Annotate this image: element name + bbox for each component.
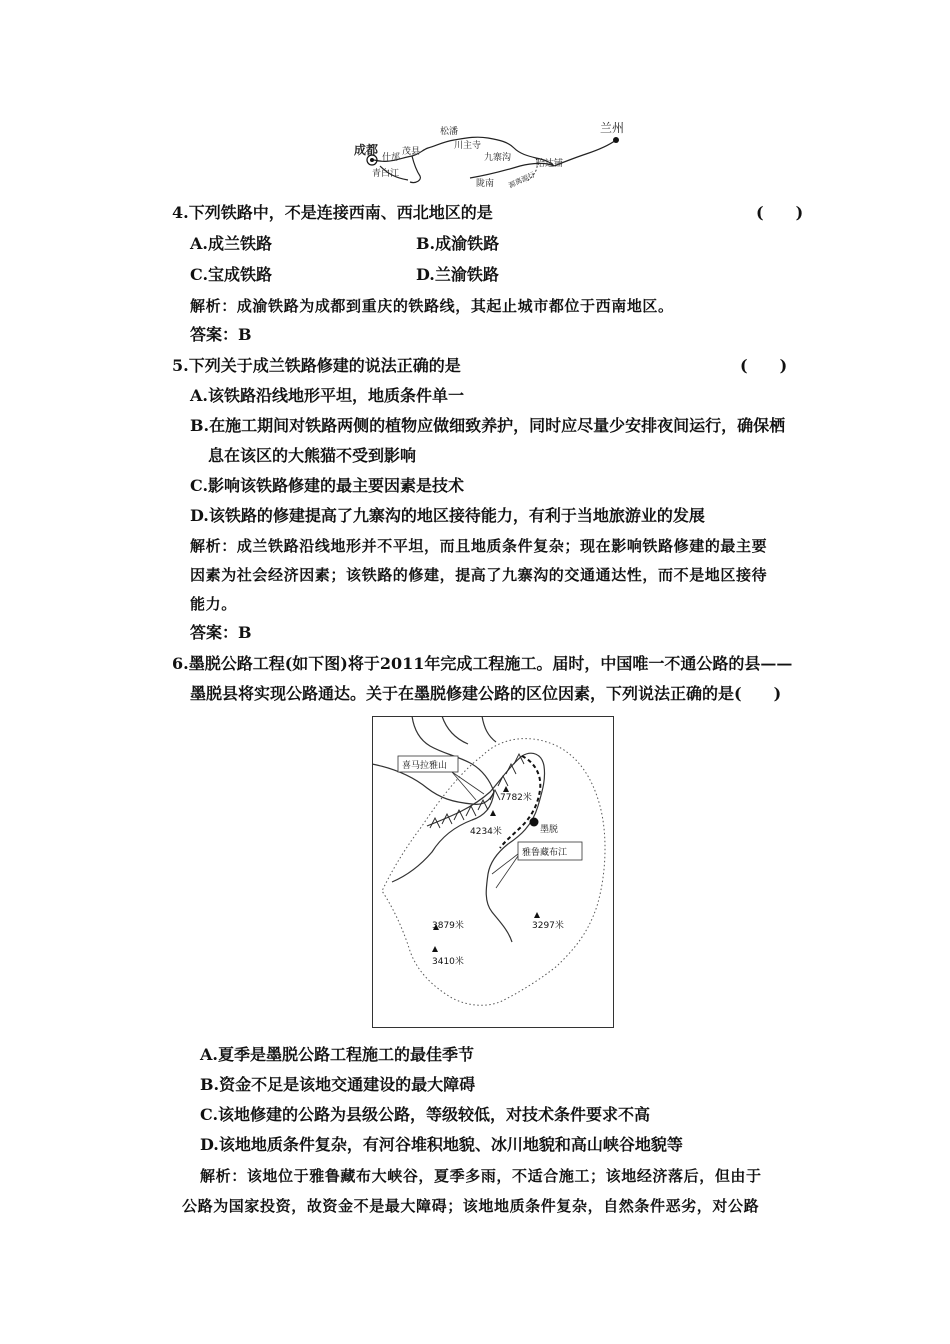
q5-explanation-line3: 能力。 <box>190 595 237 613</box>
map2-label-peak3: 3879米 <box>432 921 464 931</box>
q6-option-c: C.该地修建的公路为县级公路，等级较低，对技术条件要求不高 <box>200 1105 651 1124</box>
map-label-hadapu: 哈达铺 <box>536 159 564 169</box>
q5-answer: 答案：B <box>190 623 252 642</box>
q5-option-b-line2: 息在该区的大熊猫不受到影响 <box>208 446 417 465</box>
q4-explanation <box>190 296 674 316</box>
q4-explanation-text: 成渝铁路为成都到重庆的铁路线，其起止城市都位于西南地区。 <box>236 297 674 315</box>
map2-label-peak4: 3410米 <box>432 957 464 967</box>
q4-answer-bracket: ( ) <box>756 203 804 222</box>
q4-stem: 4.下列铁路中，不是连接西南、西北地区的是 <box>172 203 493 222</box>
q6-option-d: D.该地地质条件复杂，有河谷堆积地貌、冰川地貌和高山峡谷地貌等 <box>200 1135 683 1154</box>
map2-label-peak5: 3297米 <box>532 921 564 931</box>
q5-option-c: C.影响该铁路修建的最主要因素是技术 <box>190 476 465 495</box>
map-label-maoxian: 茂县 <box>402 147 421 157</box>
q4-option-a: A.成兰铁路 <box>190 234 272 253</box>
q5-option-b-line1: B.在施工期间对铁路两侧的植物应做细致养护，同时应尽量少安排夜间运行，确保栖 <box>190 416 786 435</box>
q6-option-b: B.资金不足是该地交通建设的最大障碍 <box>200 1075 476 1094</box>
q4-option-b: B.成渝铁路 <box>416 234 500 253</box>
q6-option-a: A.夏季是墨脱公路工程施工的最佳季节 <box>200 1045 474 1064</box>
map2-label-himalaya: 喜马拉雅山 <box>402 761 448 771</box>
q6-stem-line2: 墨脱县将实现公路通达。关于在墨脱修建公路的区位因素，下列说法正确的是( ) <box>190 684 782 703</box>
map-label-jiuzhaigou: 九寨沟 <box>484 153 512 163</box>
q6-explanation-text1: 该地位于雅鲁藏布大峡谷，夏季多雨，不适合施工；该地经济落后，但由于 <box>246 1167 762 1185</box>
map2-label-medog: 墨脱 <box>540 825 559 835</box>
q6-explanation-line2: 公路为国家投资，故资金不是最大障碍；该地地质条件复杂，自然条件恶劣，对公路 <box>182 1197 760 1215</box>
q5-explanation-label: 解析： <box>190 537 237 555</box>
map-label-chuanzhusi: 川主寺 <box>454 141 482 151</box>
q5-explanation-line1 <box>190 536 767 556</box>
map-label-lintan: 源离源行 <box>507 170 537 190</box>
chenglan-railway-map <box>350 118 640 196</box>
map2-label-yarlung: 雅鲁藏布江 <box>522 848 568 858</box>
map-label-chengdu: 成都 <box>354 143 379 157</box>
map-label-shifang: 什邡 <box>382 153 401 163</box>
map-label-longnan: 陇南 <box>476 179 495 189</box>
q5-option-d: D.该铁路的修建提高了九寨沟的地区接待能力，有利于当地旅游业的发展 <box>190 506 705 525</box>
q6-explanation-label: 解析： <box>200 1167 247 1185</box>
q4-option-c: C.宝成铁路 <box>190 265 273 284</box>
map-label-qingbaijiang: 青白江 <box>372 169 400 179</box>
q5-answer-bracket: ( ) <box>740 356 788 375</box>
q4-answer: 答案：B <box>190 325 252 344</box>
map2-label-peak2: 4234米 <box>470 827 502 837</box>
medog-road-map <box>372 716 614 1028</box>
map-label-songpan: 松潘 <box>440 127 459 137</box>
q6-explanation-line1 <box>200 1166 762 1186</box>
q4-option-d: D.兰渝铁路 <box>416 265 499 284</box>
map2-label-peak1: 7782米 <box>500 793 532 803</box>
q5-explanation-text1: 成兰铁路沿线地形并不平坦，而且地质条件复杂；现在影响铁路修建的最主要 <box>236 537 768 555</box>
q5-explanation-line2: 因素为社会经济因素；该铁路的修建，提高了九寨沟的交通通达性，而不是地区接待 <box>190 566 768 584</box>
q5-option-a: A.该铁路沿线地形平坦，地质条件单一 <box>190 386 464 405</box>
q4-explanation-label: 解析： <box>190 297 237 315</box>
q6-stem-line1: 6.墨脱公路工程(如下图)将于2011年完成工程施工。届时，中国唯一不通公路的县—— <box>172 654 793 673</box>
map-label-lanzhou: 兰州 <box>600 121 625 135</box>
q5-stem: 5.下列关于成兰铁路修建的说法正确的是 <box>172 356 461 375</box>
